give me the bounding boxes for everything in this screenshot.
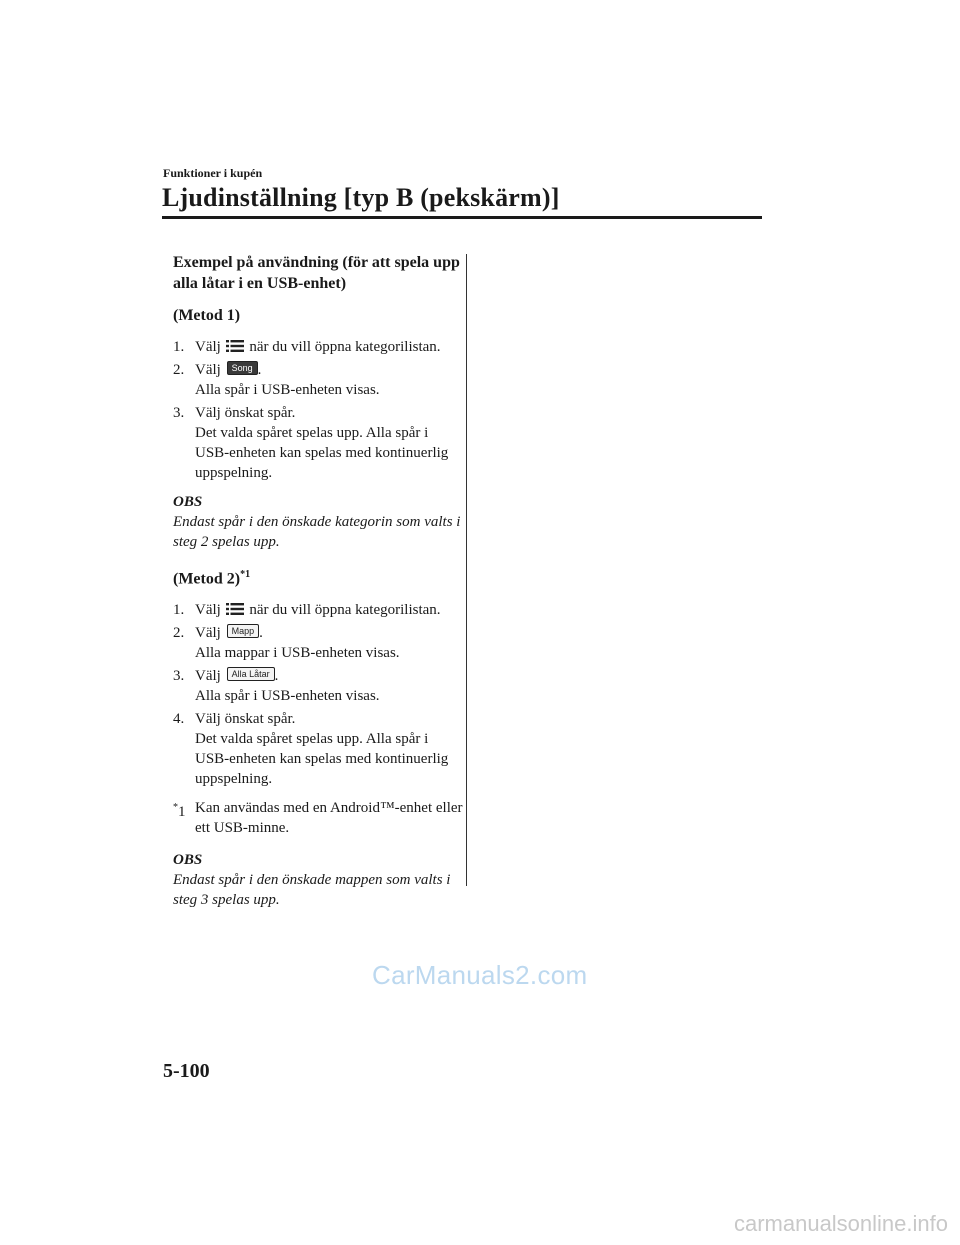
list-icon [226, 339, 244, 353]
method2-steps [173, 600, 463, 789]
step: 3. Välj Alla Låtar . Alla spår i USB-enheten visas. [173, 668, 380, 705]
footnote: *1 Kan användas med en Android™-enhet eller ett USB-minne. [173, 800, 463, 837]
step: 3. Välj önskat spår. Det valda spåret spelas upp. Alla spår i USB-enheten kan spelas med kontinuerlig uppspelning. [173, 405, 449, 481]
step: 4. Välj önskat spår. Det valda spåret spelas upp. Alla spår i USB-enheten kan spelas med kontinuerlig uppspelning. [173, 711, 449, 788]
method1-heading: (Metod 1) [173, 307, 241, 324]
step: 1. Välj när du vill öppna kategorilistan. [173, 602, 441, 619]
example-heading: Exempel på användning (för att spela upp alla låtar i en USB-enhet) [173, 254, 460, 292]
note-text: Endast spår i den önskade mappen som valts i steg 3 spelas upp. [173, 872, 451, 909]
mapp-button-icon: Mapp [227, 624, 260, 638]
title-rule [162, 216, 762, 219]
note-label: OBS [173, 494, 203, 510]
footer-watermark: carmanualsonline.info [733, 1211, 948, 1236]
page-number: 5-100 [163, 1060, 210, 1082]
step: 2. Välj Mapp . Alla mappar i USB-enheten visas. [173, 625, 400, 662]
method1-steps [173, 337, 463, 483]
note-text: Endast spår i den önskade kategorin som valts i steg 2 spelas upp. [173, 514, 461, 550]
step: 1. Välj när du vill öppna kategorilistan. [173, 339, 441, 355]
song-button-icon: Song [227, 361, 258, 375]
alla-latar-button-icon: Alla Låtar [227, 667, 275, 681]
watermark: CarManuals2.com [372, 960, 588, 990]
column-divider [466, 254, 467, 886]
note-label: OBS [173, 852, 203, 869]
step: 2. Välj Song . Alla spår i USB-enheten visas. [173, 362, 380, 398]
main-column [173, 252, 463, 922]
section-label: Funktioner i kupén [163, 166, 263, 180]
list-icon [226, 602, 244, 616]
footnote-marker: *1 [240, 569, 251, 580]
method2-heading: (Metod 2)$^{*1}$ [173, 569, 251, 588]
page-title: Ljudinställning [typ B (pekskärm)] [162, 183, 560, 212]
